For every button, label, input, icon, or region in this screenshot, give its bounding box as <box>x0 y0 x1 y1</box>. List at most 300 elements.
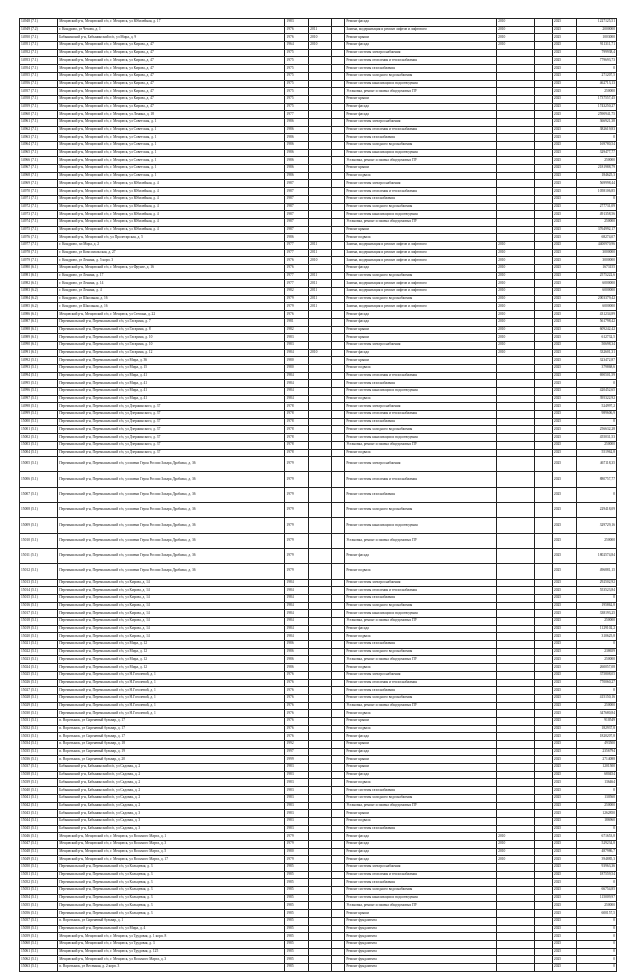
work-type-cell: Ремонт крыши <box>345 34 497 42</box>
address-cell: Мещовский р-н, Мещовский г/п, г. Мещовск, ул Советская, д. 1 <box>58 118 285 126</box>
year-3-cell: 2010 <box>497 833 535 841</box>
build-year-cell: 1985 <box>285 940 309 948</box>
address-cell: Перемышльский р-н, Перемышльский г/п, ул имени Героя России Захара Дробязко, д. 36 <box>58 457 285 472</box>
year-2-cell <box>309 318 332 326</box>
plan-year-cell: 2025 <box>552 34 576 42</box>
empty-cell <box>331 910 344 918</box>
plan-year-cell: 2025 <box>552 587 576 595</box>
year-3-cell <box>497 180 535 188</box>
year-3-cell <box>497 679 535 687</box>
empty-cell <box>535 825 553 833</box>
row-id: 14958 (7.1) <box>20 95 58 103</box>
work-type-cell: Ремонт подвала <box>345 564 497 579</box>
year-3-cell <box>497 418 535 426</box>
empty-cell <box>331 602 344 610</box>
address-cell: Бабынинский р-н, Бабынинский п/п, ул Садовая, д. 2 <box>58 771 285 779</box>
plan-year-cell: 2025 <box>552 426 576 434</box>
year-2-cell <box>309 203 332 211</box>
build-year-cell: 1985 <box>285 956 309 964</box>
year-2-cell <box>309 364 332 372</box>
work-type-cell: Ремонт крыши <box>345 95 497 103</box>
plan-year-cell: 2025 <box>552 802 576 810</box>
amount-cell: 329477,77 <box>576 149 616 157</box>
empty-cell <box>331 733 344 741</box>
address-cell: Мещовский р-н, Мещовский г/п, г. Мещовск, ул Восьмого Марта, д. 17 <box>58 856 285 864</box>
year-3-cell <box>497 587 535 595</box>
amount-cell: 6000000 <box>576 303 616 311</box>
empty-cell <box>535 234 553 242</box>
year-2-cell <box>309 411 332 419</box>
amount-cell: 2003379,42 <box>576 295 616 303</box>
table-row <box>20 95 617 103</box>
year-2-cell <box>309 142 332 150</box>
build-year-cell: 1980 <box>285 364 309 372</box>
work-type-cell: Замена, модернизация и ремонт лифтов и лифтового <box>345 280 497 288</box>
year-3-cell: 2010 <box>497 856 535 864</box>
work-type-cell: Ремонт подвала <box>345 364 497 372</box>
row-id: 15063 (5.1) <box>20 963 58 971</box>
plan-year-cell: 2025 <box>552 288 576 296</box>
empty-cell <box>535 142 553 150</box>
row-id: 14970 (7.1) <box>20 188 58 196</box>
row-id: 14994 (5.1) <box>20 372 58 380</box>
build-year-cell: 1975 <box>285 65 309 73</box>
build-year-cell: 1985 <box>285 894 309 902</box>
empty-cell <box>331 748 344 756</box>
row-id: 15013 (5.1) <box>20 579 58 587</box>
plan-year-cell: 2025 <box>552 95 576 103</box>
build-year-cell: 1979 <box>285 518 309 533</box>
plan-year-cell: 2025 <box>552 188 576 196</box>
empty-cell <box>331 902 344 910</box>
amount-cell: 0 <box>576 380 616 388</box>
plan-year-cell: 2025 <box>552 126 576 134</box>
build-year-cell: 1986 <box>285 234 309 242</box>
empty-cell <box>535 134 553 142</box>
work-type-cell: Ремонт подвала <box>345 395 497 403</box>
table-row <box>20 602 617 610</box>
table-row <box>20 165 617 173</box>
empty-cell <box>535 656 553 664</box>
table-row <box>20 487 617 502</box>
work-type-cell: Ремонт системы отопления и теплоснабжения <box>345 126 497 134</box>
row-id: 14987 (6.1) <box>20 318 58 326</box>
table-row <box>20 963 617 971</box>
build-year-cell: 1975 <box>285 49 309 57</box>
plan-year-cell: 2025 <box>552 195 576 203</box>
year-2-cell: 2011 <box>309 288 332 296</box>
table-row <box>20 533 617 548</box>
address-cell: Перемышльский р-н, Перемышльский г/п, ул Кольцевая, д. 3 <box>58 902 285 910</box>
row-id: 14948 (7.1) <box>20 19 58 27</box>
amount-cell: 3000000 <box>576 249 616 257</box>
empty-cell <box>331 326 344 334</box>
plan-year-cell: 2025 <box>552 963 576 971</box>
plan-year-cell: 2025 <box>552 940 576 948</box>
build-year-cell: 1984 <box>285 372 309 380</box>
empty-cell <box>535 771 553 779</box>
amount-cell: 260057,08 <box>576 664 616 672</box>
empty-cell <box>331 656 344 664</box>
empty-cell <box>535 326 553 334</box>
address-cell: Перемышльский р-н, Перемышльский г/п, ул Гагарина, д. 10 <box>58 341 285 349</box>
empty-cell <box>535 948 553 956</box>
plan-year-cell: 2025 <box>552 280 576 288</box>
year-3-cell: 2010 <box>497 848 535 856</box>
year-3-cell <box>497 963 535 971</box>
work-type-cell: Ремонт системы холодного водоснабжения <box>345 72 497 80</box>
plan-year-cell: 2025 <box>552 241 576 249</box>
table-row <box>20 272 617 280</box>
table-row <box>20 871 617 879</box>
amount-cell: 238659 <box>576 648 616 656</box>
plan-year-cell: 2025 <box>552 157 576 165</box>
year-3-cell: 2010 <box>497 311 535 319</box>
work-type-cell: Ремонт системы отопления и теплоснабжения <box>345 188 497 196</box>
year-3-cell <box>497 602 535 610</box>
row-id: 15039 (5.1) <box>20 779 58 787</box>
year-3-cell <box>497 211 535 219</box>
year-2-cell <box>309 641 332 649</box>
year-2-cell <box>309 188 332 196</box>
work-type-cell: Ремонт системы холодного водоснабжения <box>345 887 497 895</box>
table-row <box>20 587 617 595</box>
plan-year-cell: 2025 <box>552 303 576 311</box>
table-row <box>20 426 617 434</box>
year-3-cell <box>497 403 535 411</box>
work-type-cell: Ремонт системы канализации и водоотведения <box>345 80 497 88</box>
amount-cell: 612732,5 <box>576 334 616 342</box>
amount-cell: 256632,28 <box>576 426 616 434</box>
row-id: 15046 (5.1) <box>20 833 58 841</box>
address-cell: г. Кондрово, ул Комсомольская, д. 27 <box>58 249 285 257</box>
plan-year-cell: 2025 <box>552 902 576 910</box>
build-year-cell: 1978 <box>285 449 309 457</box>
row-id: 15001 (5.1) <box>20 426 58 434</box>
row-id: 14984 (6.2) <box>20 295 58 303</box>
amount-cell: 136464 <box>576 779 616 787</box>
row-id: 15044 (5.1) <box>20 817 58 825</box>
row-id: 14957 (7.1) <box>20 88 58 96</box>
address-cell: п. Воротынск, ул Сиреневый бульвар, д. 17 <box>58 717 285 725</box>
build-year-cell: 1979 <box>285 840 309 848</box>
work-type-cell: Ремонт системы электроснабжения <box>345 457 497 472</box>
amount-cell: 0 <box>576 687 616 695</box>
address-cell: Перемышльский р-н, Перемышльский г/п, ул Гагарина, д. 12 <box>58 349 285 357</box>
work-type-cell: Замена, модернизация и ремонт лифтов и лифтового <box>345 257 497 265</box>
year-2-cell <box>309 403 332 411</box>
year-3-cell: 2010 <box>497 349 535 357</box>
plan-year-cell: 2025 <box>552 364 576 372</box>
empty-cell <box>331 234 344 242</box>
empty-cell <box>535 787 553 795</box>
table-row <box>20 579 617 587</box>
table-row <box>20 403 617 411</box>
row-id: 15006 (5.1) <box>20 472 58 487</box>
amount-cell: 431234,89 <box>576 311 616 319</box>
row-id: 15020 (5.1) <box>20 633 58 641</box>
table-row <box>20 265 617 273</box>
work-type-cell: Ремонт подвала <box>345 779 497 787</box>
empty-cell <box>535 295 553 303</box>
plan-year-cell: 2025 <box>552 118 576 126</box>
row-id: 14973 (7.1) <box>20 211 58 219</box>
work-type-cell: Ремонт фасада <box>345 833 497 841</box>
amount-cell: 0 <box>576 925 616 933</box>
empty-cell <box>331 633 344 641</box>
plan-year-cell: 2025 <box>552 687 576 695</box>
table-row <box>20 257 617 265</box>
work-type-cell: Ремонт подвала <box>345 817 497 825</box>
address-cell: Перемышльский р-н, Перемышльский г/п, ул Н.Гоголевой, д. 1 <box>58 702 285 710</box>
empty-cell <box>331 241 344 249</box>
year-2-cell <box>309 756 332 764</box>
empty-cell <box>331 710 344 718</box>
empty-cell <box>331 864 344 872</box>
empty-cell <box>331 357 344 365</box>
build-year-cell: 1983 <box>285 341 309 349</box>
year-2-cell <box>309 894 332 902</box>
empty-cell <box>535 380 553 388</box>
year-2-cell <box>309 357 332 365</box>
year-2-cell: 2011 <box>309 280 332 288</box>
row-id: 15003 (5.1) <box>20 441 58 449</box>
row-id: 14991 (6.1) <box>20 349 58 357</box>
amount-cell: 0 <box>576 195 616 203</box>
build-year-cell: 1978 <box>285 418 309 426</box>
empty-cell <box>331 211 344 219</box>
plan-year-cell: 2025 <box>552 49 576 57</box>
table-row <box>20 118 617 126</box>
row-id: 15018 (5.1) <box>20 618 58 626</box>
plan-year-cell: 2025 <box>552 833 576 841</box>
year-3-cell: 2010 <box>497 272 535 280</box>
amount-cell: 779693,73 <box>576 57 616 65</box>
amount-cell: 130560 <box>576 794 616 802</box>
address-cell: Мещовский р-н, Мещовский г/п, г. Мещовск, ул Кирова, д. 47 <box>58 72 285 80</box>
empty-cell <box>331 288 344 296</box>
empty-cell <box>331 856 344 864</box>
address-cell: Перемышльский р-н, Перемышльский г/п, ул Кольцевая, д. 3 <box>58 887 285 895</box>
work-type-cell: Ремонт крыши <box>345 226 497 234</box>
empty-cell <box>535 157 553 165</box>
amount-cell: 382619,83 <box>576 126 616 134</box>
plan-year-cell: 2025 <box>552 518 576 533</box>
amount-cell: 1737557,45 <box>576 95 616 103</box>
amount-cell: 0 <box>576 641 616 649</box>
table-row <box>20 925 617 933</box>
row-id: 14949 (7.2) <box>20 26 58 34</box>
empty-cell <box>535 487 553 502</box>
work-type-cell: Ремонт фундамента <box>345 925 497 933</box>
empty-cell <box>535 794 553 802</box>
empty-cell <box>535 426 553 434</box>
build-year-cell: 1979 <box>285 856 309 864</box>
year-2-cell <box>309 95 332 103</box>
empty-cell <box>535 579 553 587</box>
empty-cell <box>535 887 553 895</box>
address-cell: Перемышльский р-н, Перемышльский г/п, ул имени Героя России Захара Дробязко, д. 36 <box>58 487 285 502</box>
empty-cell <box>535 172 553 180</box>
empty-cell <box>331 933 344 941</box>
amount-cell: 250000 <box>576 902 616 910</box>
address-cell: Бабынинский р-н, Бабынинский п/п, ул Садовая, д. 2 <box>58 779 285 787</box>
empty-cell <box>535 956 553 964</box>
work-type-cell: Ремонт системы канализации и водоотведения <box>345 518 497 533</box>
empty-cell <box>535 403 553 411</box>
table-row <box>20 771 617 779</box>
empty-cell <box>535 349 553 357</box>
amount-cell: 292502,92 <box>576 579 616 587</box>
year-2-cell <box>309 118 332 126</box>
plan-year-cell: 2025 <box>552 864 576 872</box>
table-row <box>20 211 617 219</box>
empty-cell <box>535 180 553 188</box>
year-3-cell <box>497 380 535 388</box>
year-3-cell: 2010 <box>497 19 535 27</box>
empty-cell <box>535 272 553 280</box>
row-id: 15011 (5.1) <box>20 548 58 563</box>
row-id: 14981 (6.1) <box>20 272 58 280</box>
table-row <box>20 234 617 242</box>
amount-cell: 250000 <box>576 702 616 710</box>
build-year-cell: 1985 <box>285 933 309 941</box>
amount-cell: 1129102,2 <box>576 625 616 633</box>
amount-cell: 799938,4 <box>576 49 616 57</box>
work-type-cell: Ремонт системы электроснабжения <box>345 341 497 349</box>
empty-cell <box>535 764 553 772</box>
build-year-cell: 1983 <box>285 802 309 810</box>
year-3-cell <box>497 226 535 234</box>
amount-cell: 2356794 <box>576 748 616 756</box>
empty-cell <box>535 748 553 756</box>
build-year-cell: 1975 <box>285 88 309 96</box>
work-type-cell: Ремонт фасада <box>345 625 497 633</box>
work-type-cell: Ремонт подвала <box>345 710 497 718</box>
address-cell: Мещовский р-н, Мещовский г/п, г. Мещовск, ул Советская, д. 1 <box>58 165 285 173</box>
empty-cell <box>331 157 344 165</box>
address-cell: Мещовский р-н, Мещовский г/п, г. Мещовск, ул Кирова, д. 47 <box>58 65 285 73</box>
table-row <box>20 610 617 618</box>
empty-cell <box>331 395 344 403</box>
address-cell: Бабынинский р-н, Бабынинский п/п, ул Садовая, д. 3 <box>58 817 285 825</box>
year-2-cell <box>309 326 332 334</box>
plan-year-cell: 2025 <box>552 172 576 180</box>
row-id: 14978 (7.1) <box>20 249 58 257</box>
empty-cell <box>535 940 553 948</box>
row-id: 15025 (5.1) <box>20 671 58 679</box>
amount-cell: 338193,25 <box>576 610 616 618</box>
empty-cell <box>331 265 344 273</box>
amount-cell: 0 <box>576 879 616 887</box>
table-row <box>20 825 617 833</box>
year-3-cell: 2010 <box>497 318 535 326</box>
year-2-cell <box>309 19 332 27</box>
work-type-cell: Ремонт подвала <box>345 725 497 733</box>
plan-year-cell: 2025 <box>552 794 576 802</box>
address-cell: Бабынинский р-н, Бабынинский п/п, ул Мира, д. 9 <box>58 34 285 42</box>
plan-year-cell: 2025 <box>552 349 576 357</box>
empty-cell <box>535 88 553 96</box>
empty-cell <box>331 848 344 856</box>
work-type-cell: Ремонт системы канализации и водоотведения <box>345 388 497 396</box>
plan-year-cell: 2025 <box>552 871 576 879</box>
year-2-cell: 2011 <box>309 303 332 311</box>
year-2-cell <box>309 311 332 319</box>
build-year-cell: 1992 <box>285 741 309 749</box>
row-id: 14998 (5.1) <box>20 403 58 411</box>
empty-cell <box>331 579 344 587</box>
empty-cell <box>535 671 553 679</box>
year-2-cell <box>309 226 332 234</box>
address-cell: Бабынинский р-н, Бабынинский п/п, ул Садовая, д. 2 <box>58 764 285 772</box>
work-type-cell: Ремонт системы газоснабжения <box>345 134 497 142</box>
empty-cell <box>331 203 344 211</box>
empty-cell <box>331 879 344 887</box>
address-cell: Перемышльский р-н, Перемышльский г/п, ул Мира, д. 4 <box>58 925 285 933</box>
amount-cell: 551962,8 <box>576 449 616 457</box>
build-year-cell: 1983 <box>285 810 309 818</box>
empty-cell <box>331 26 344 34</box>
empty-cell <box>535 188 553 196</box>
plan-year-cell: 2025 <box>552 211 576 219</box>
build-year-cell: 1987 <box>285 180 309 188</box>
build-year-cell: 1976 <box>285 265 309 273</box>
address-cell: Мещовский р-н, Мещовский г/п, г. Мещовск, ул Трудовая, д. 1 корп. 8 <box>58 933 285 941</box>
empty-cell <box>331 671 344 679</box>
year-2-cell <box>309 49 332 57</box>
year-3-cell <box>497 787 535 795</box>
table-row <box>20 349 617 357</box>
build-year-cell: 1975 <box>285 80 309 88</box>
year-3-cell <box>497 95 535 103</box>
table-row <box>20 203 617 211</box>
address-cell: Перемышльский р-н, Перемышльский г/п, ул имени Героя России Захара Дробязко, д. 36 <box>58 533 285 548</box>
work-type-cell: Ремонт фасада <box>345 103 497 111</box>
work-type-cell: Ремонт системы канализации и водоотведения <box>345 211 497 219</box>
empty-cell <box>331 126 344 134</box>
build-year-cell: 1984 <box>285 579 309 587</box>
table-row <box>20 472 617 487</box>
amount-cell: 4400970,96 <box>576 241 616 249</box>
row-id: 15061 (5.1) <box>20 948 58 956</box>
year-2-cell <box>309 633 332 641</box>
amount-cell: 395322,92 <box>576 395 616 403</box>
year-3-cell <box>497 411 535 419</box>
work-type-cell: Установка, ремонт и замена общедомовых ПУ <box>345 702 497 710</box>
year-2-cell <box>309 717 332 725</box>
address-cell: Перемышльский р-н, Перемышльский г/п, ул Мира, д. 12 <box>58 664 285 672</box>
build-year-cell: 1986 <box>285 142 309 150</box>
row-id: 15049 (5.1) <box>20 856 58 864</box>
row-id: 15057 (5.1) <box>20 917 58 925</box>
empty-cell <box>331 334 344 342</box>
year-2-cell <box>309 679 332 687</box>
empty-cell <box>535 564 553 579</box>
amount-cell: 186960 <box>576 817 616 825</box>
plan-year-cell: 2025 <box>552 594 576 602</box>
empty-cell <box>331 57 344 65</box>
year-3-cell <box>497 518 535 533</box>
build-year-cell: 1979 <box>285 472 309 487</box>
build-year-cell: 1983 <box>285 771 309 779</box>
year-2-cell <box>309 840 332 848</box>
year-3-cell <box>497 748 535 756</box>
year-2-cell <box>309 579 332 587</box>
work-type-cell: Установка, ремонт и замена общедомовых ПУ <box>345 218 497 226</box>
build-year-cell: 1986 <box>285 157 309 165</box>
year-3-cell <box>497 710 535 718</box>
